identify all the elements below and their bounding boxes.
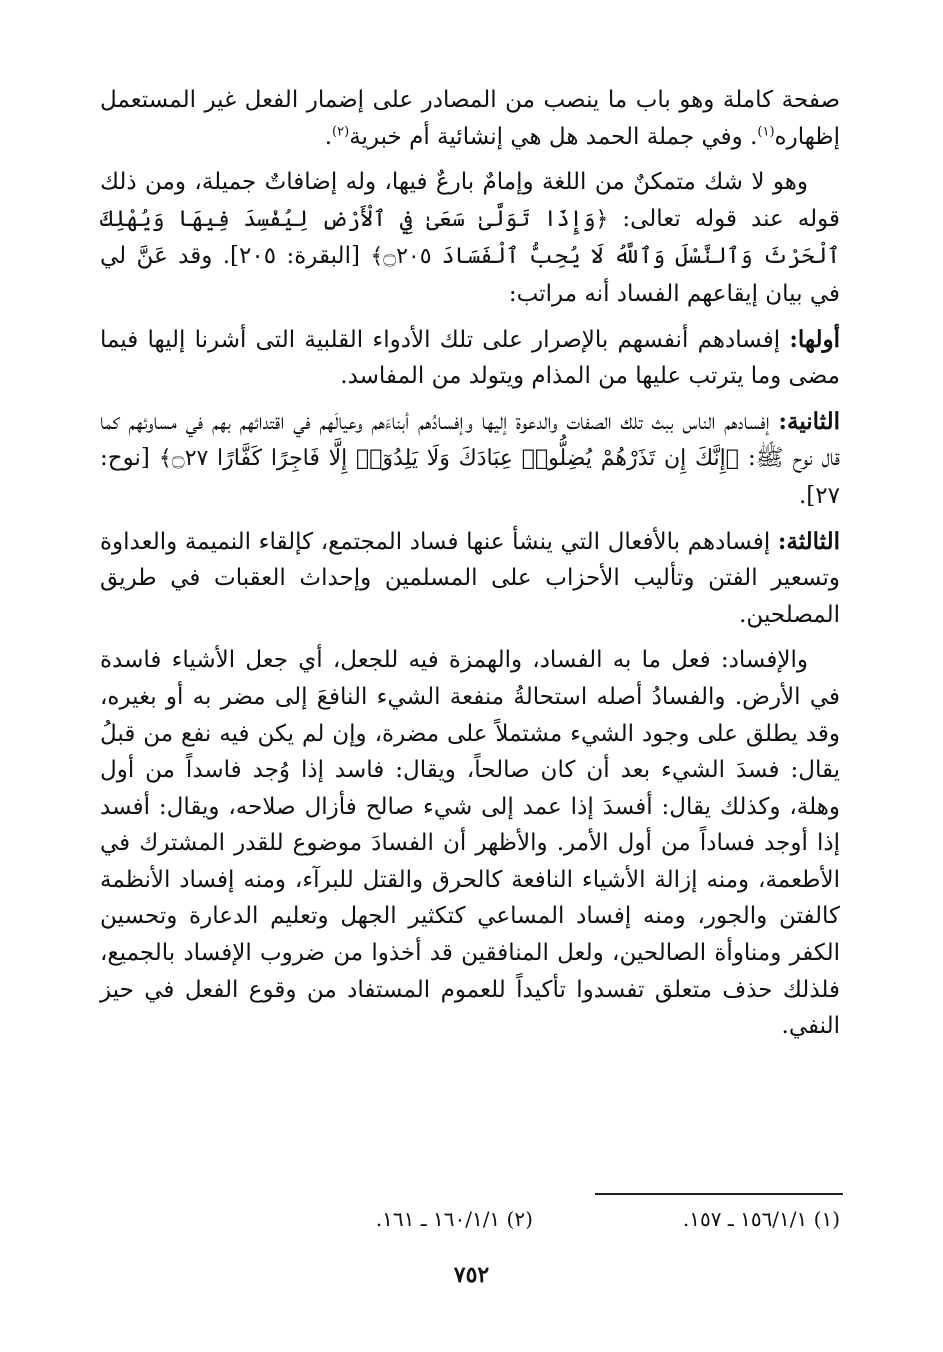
ifsad-definition-text: والإفساد: فعل ما به الفساد، والهمزة فيه للجعل، أي جعل الأشياء فاسدة في الأرض. والفسادُ أصله استحالةُ منفعة الشيء النافعَ إلى مضر به أو بغيره، وقد يطلق على وجود الشيء مشتملاً على مضرة، وإن لم يكن فيه نفع من قبلُ يقال: فسدَ الشيء بعد أن كان صالحاً، ويقال: فاسد إذا وُجد فاسداً من أول وهلة، وكذلك يقال: أفسدَ إذا عمد إلى شيء صالح فأزال صلاحه، ويقال: أفسد إذا أوجد فساداً من أول الأمر. والأظهر أن الفسادَ موضوع للقدر المشترك في الأطعمة، ومنه إزالة الأشياء النافعة كالحرق والقتل للبرآء، ومنه إفساد الأنظمة كالفتن والجور، ومنه إفساد المساعي كتكثير الجهل وتعليم الدعارة وتحسين الكفر ومناوأة الصالحين، ولعل المنافقين قد أخذوا من ضروب الإفساد بالجميع، فلذلك حذف متعلق تفسدوا تأكيداً للعموم المستفاد من وقوع الفعل في حيز النفي.: [100, 647, 840, 1040]
paragraph-2: [100, 164, 840, 312]
paragraph-first-rank: [100, 322, 840, 395]
footnotes: [100, 1205, 840, 1233]
footnote-1: [683, 1205, 840, 1233]
footnote-2-text: ١٦٠/١/١ ـ ١٦١.: [375, 1207, 501, 1231]
footnote-ref-2: (٢): [332, 123, 350, 139]
footnote-2-number: (٢): [506, 1207, 533, 1231]
paragraph-ifsad-definition: [100, 642, 840, 1045]
paragraph-1: [100, 82, 840, 155]
paragraph-2-text-a: وهو لا شك متمكنٌ من اللغة وإمامٌ بارعٌ فيها، وله إضافاتٌ جميلة، ومن ذلك قوله عند قوله تعالى:: [100, 169, 841, 232]
label-third: الثالثة:: [777, 527, 840, 555]
paragraph-third-rank: [100, 524, 840, 634]
label-second: الثانية:: [778, 407, 841, 435]
footnote-1-number: (١): [813, 1207, 840, 1231]
verse-reference-baqarah: [البقرة: ٢٠٥].: [222, 243, 360, 270]
quran-verse-baqarah: ﴿وَإِذَا تَوَلَّىٰ سَعَىٰ فِي ٱلْأَرْضِ لِيُفْسِدَ فِيهَا وَيُهْلِكَ ٱلْحَرْثَ وَٱلنَّسْلَ وَٱللَّهُ لَا يُحِبُّ ٱلْفَسَادَ ۝٢٠٥﴾: [100, 206, 841, 270]
paragraph-2-text-b: وقد عَنَّ لي في بيان إيقاعهم الفساد أنه مراتب:: [100, 243, 840, 307]
third-rank-text: إفسادهم بالأفعال التي ينشأ عنها فساد المجتمع، كإلقاء النميمة والعداوة وتسعير الفتن وتأليب الأحزاب على المسلمين وإحداث العقبات في طريق المصلحين.: [100, 528, 840, 628]
quran-verse-nuh: ﴿إِنَّكَ إِن تَذَرْهُمْ يُضِلُّوا۟ عِبَادَكَ وَلَا يَلِدُوٓا۟ إِلَّا فَاجِرًا كَفَّارًا ۝٢٧﴾: [158, 446, 739, 472]
paragraph-second-rank: [100, 404, 840, 515]
first-rank-text: إفسادهم أنفسهم بالإصرار على تلك الأدواء القلبية التى أشرنا إليها فيما مضى وما يترتب عليها من المذام ويتولد من المفاسد.: [100, 326, 840, 390]
page-number: ٧٥٢: [453, 1262, 490, 1288]
verse-reference-nuh: [نوح: ٢٧].: [100, 445, 840, 509]
paragraph-1-text-c: .: [324, 123, 333, 150]
footnote-1-text: ١٥٦/١/١ ـ ١٥٧.: [682, 1207, 808, 1231]
second-rank-text: إفسادهم الناس ببث تلك الصفات والدعوة إليها وإفسادُهم أبناءَهم وعيالَهم في اقتدائهم بهم في مساوئهم كما قال نوح ﷺ:: [100, 408, 840, 472]
footnote-separator: [595, 1193, 843, 1195]
paragraph-1-text-b: . وفي جملة الحمد هل هي إنشائية أم خبرية: [349, 123, 758, 150]
footnote-ref-1: (١): [757, 123, 775, 139]
main-text: [100, 82, 840, 1054]
paragraph-1-text-a: صفحة كاملة وهو باب ما ينصب من المصادر على إضمار الفعل غير المستعمل إظهاره: [100, 87, 840, 150]
footnote-2: [376, 1205, 533, 1233]
label-first: أولها:: [789, 325, 840, 353]
